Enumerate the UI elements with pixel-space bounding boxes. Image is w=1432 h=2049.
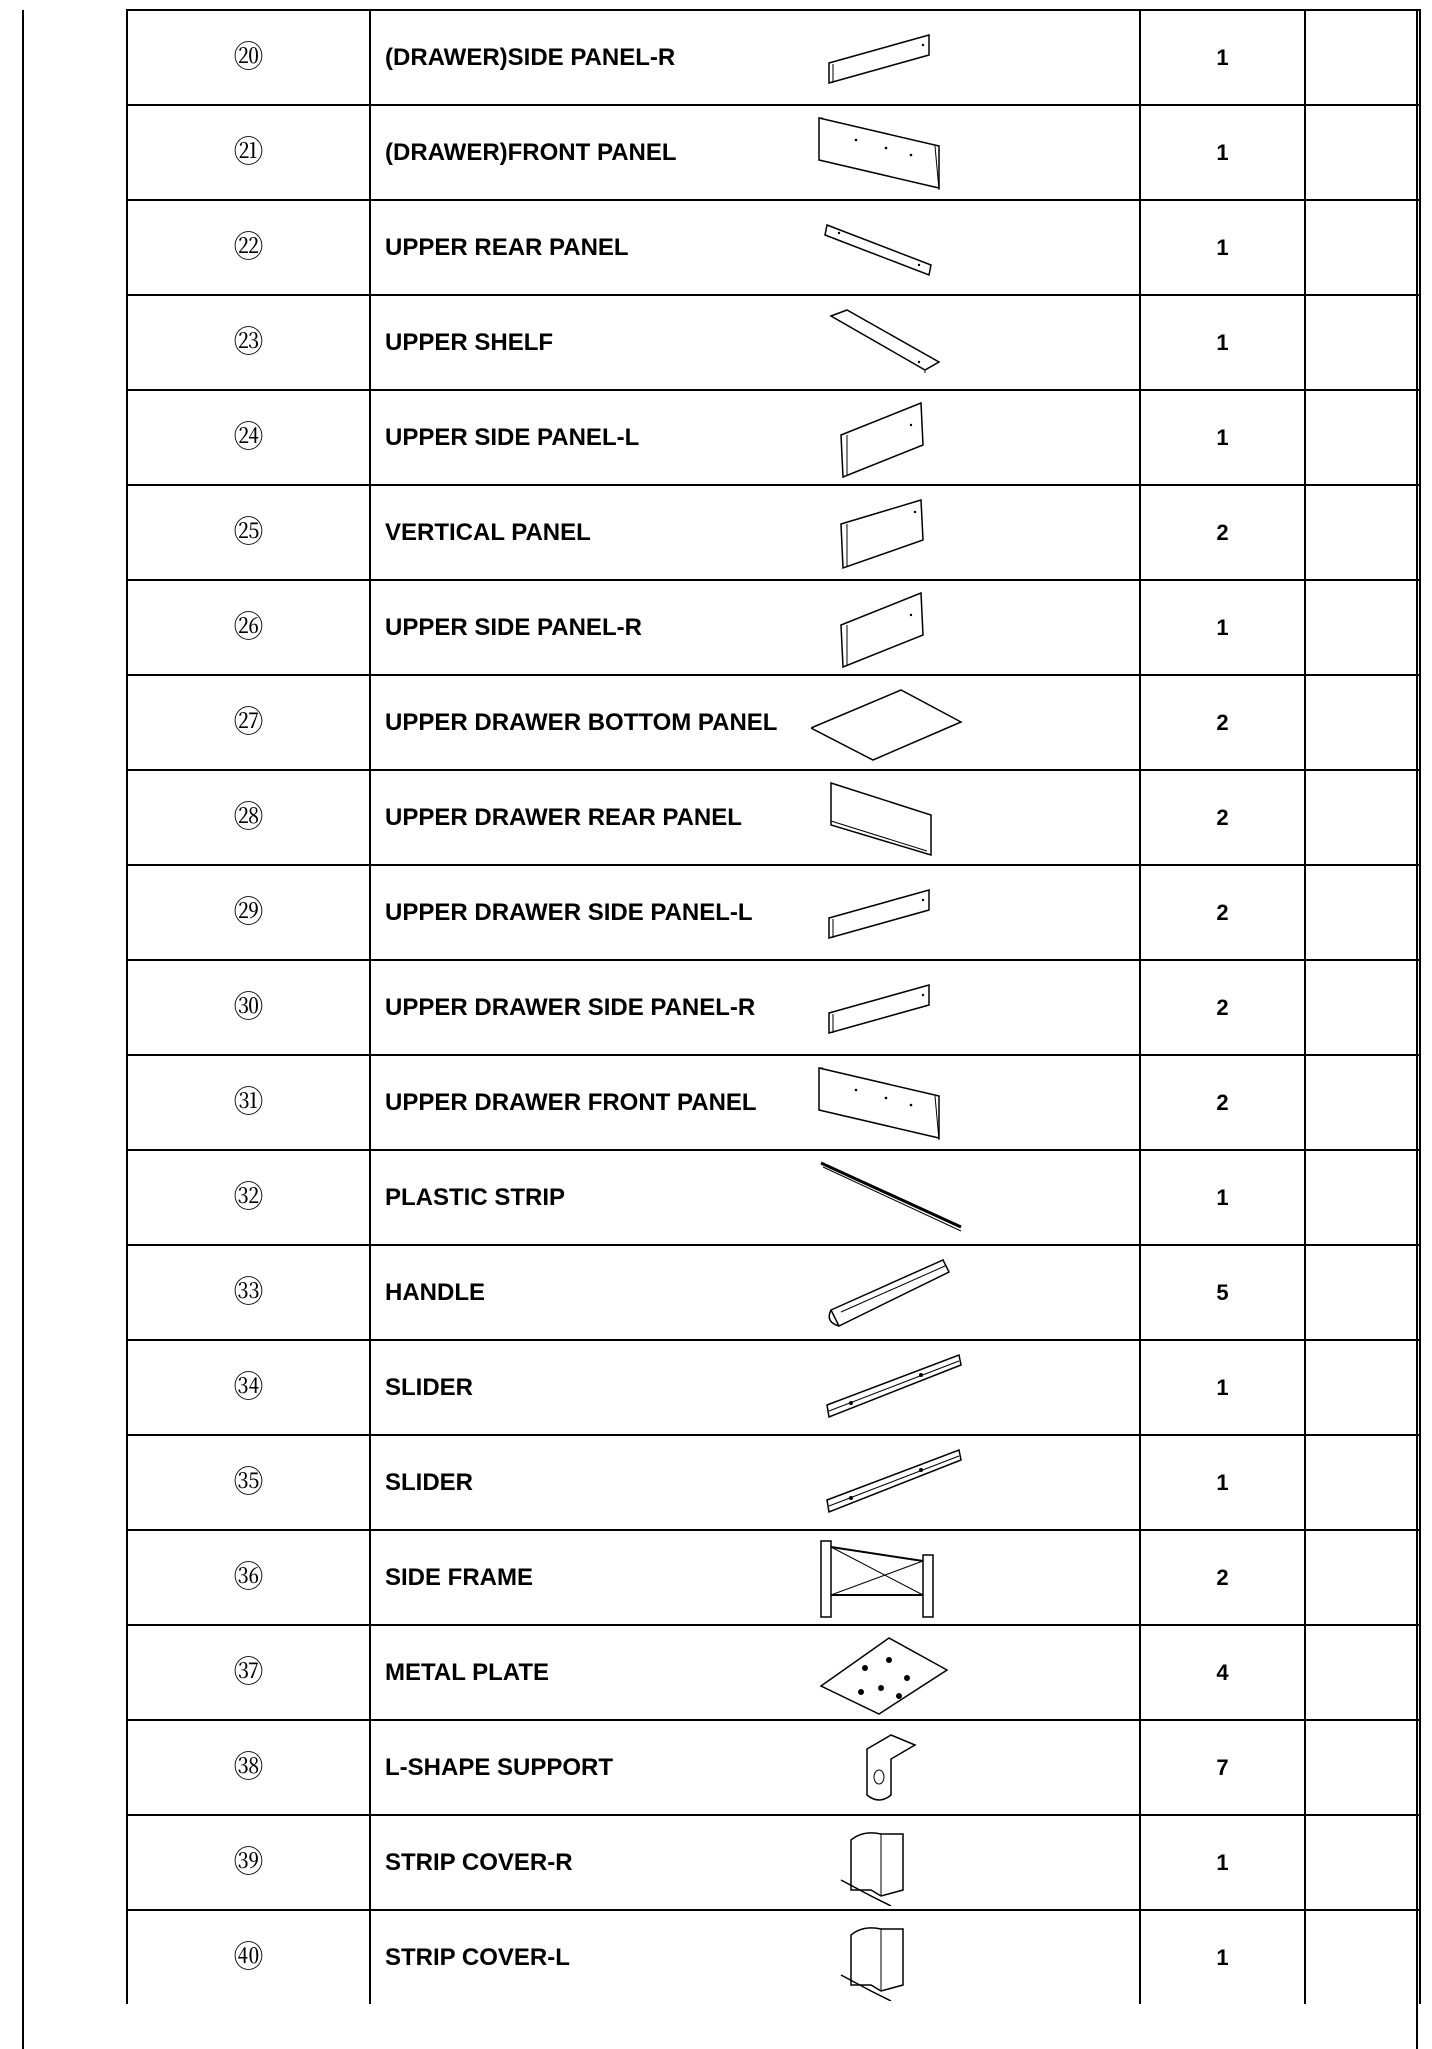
part-name: UPPER SIDE PANEL-R	[385, 613, 642, 641]
part-quantity: 1	[1140, 200, 1305, 295]
part-number-cell	[127, 1815, 370, 1910]
part-quantity: 1	[1140, 10, 1305, 105]
part-number-cell	[127, 1720, 370, 1815]
part-number: ㊴	[233, 1844, 264, 1880]
part-name: SLIDER	[385, 1373, 474, 1401]
part-number: ㉛	[233, 1084, 264, 1120]
part-number-cell	[127, 580, 370, 675]
table-row	[127, 675, 1420, 770]
part-quantity: 1	[1140, 105, 1305, 200]
part-quantity: 1	[1140, 1815, 1305, 1910]
part-number: ㉖	[233, 609, 264, 645]
empty-cell	[1305, 200, 1420, 295]
part-number-cell	[127, 1435, 370, 1530]
part-name: SLIDER	[385, 1468, 474, 1496]
part-quantity: 2	[1140, 960, 1305, 1055]
part-quantity: 7	[1140, 1720, 1305, 1815]
empty-cell	[1305, 1340, 1420, 1435]
empty-cell	[1305, 10, 1420, 105]
part-name: UPPER SHELF	[385, 328, 554, 356]
shelf-icon	[811, 300, 971, 386]
part-number-cell	[127, 10, 370, 105]
part-number: ㊳	[233, 1749, 264, 1785]
part-number-cell	[127, 865, 370, 960]
part-number: ㉓	[233, 324, 264, 360]
part-quantity: 1	[1140, 1150, 1305, 1245]
part-name: L-SHAPE SUPPORT	[385, 1753, 614, 1781]
parts-table	[126, 9, 1421, 2004]
part-quantity: 2	[1140, 675, 1305, 770]
part-number-cell	[127, 1910, 370, 2004]
table-row	[127, 295, 1420, 390]
part-number: ㉑	[233, 134, 264, 170]
part-name-cell	[370, 390, 1140, 485]
part-number-cell	[127, 1150, 370, 1245]
part-name: STRIP COVER-R	[385, 1848, 573, 1876]
part-number-cell	[127, 200, 370, 295]
part-name-cell	[370, 1625, 1140, 1720]
part-number: ㉙	[233, 894, 264, 930]
part-name: (DRAWER)FRONT PANEL	[385, 138, 677, 166]
part-number-cell	[127, 1625, 370, 1720]
part-name-cell	[370, 295, 1140, 390]
part-name: UPPER DRAWER BOTTOM PANEL	[385, 708, 778, 736]
part-number-cell	[127, 1340, 370, 1435]
part-name-cell	[370, 1340, 1140, 1435]
table-row	[127, 1340, 1420, 1435]
part-number: ㉝	[233, 1274, 264, 1310]
empty-cell	[1305, 390, 1420, 485]
empty-cell	[1305, 1625, 1420, 1720]
part-number-cell	[127, 1055, 370, 1150]
part-quantity: 2	[1140, 1530, 1305, 1625]
part-number-cell	[127, 295, 370, 390]
empty-cell	[1305, 865, 1420, 960]
drawer-rear-panel-icon	[811, 775, 971, 861]
table-row	[127, 1530, 1420, 1625]
part-number: ㊵	[233, 1939, 264, 1975]
part-quantity: 2	[1140, 865, 1305, 960]
empty-cell	[1305, 960, 1420, 1055]
part-name: HANDLE	[385, 1278, 485, 1306]
part-quantity: 2	[1140, 770, 1305, 865]
table-row	[127, 770, 1420, 865]
part-number: ㊲	[233, 1654, 264, 1690]
part-name: VERTICAL PANEL	[385, 518, 591, 546]
part-quantity: 1	[1140, 580, 1305, 675]
part-name-cell	[370, 10, 1140, 105]
part-number-cell	[127, 770, 370, 865]
part-number-cell	[127, 960, 370, 1055]
part-number-cell	[127, 485, 370, 580]
empty-cell	[1305, 1720, 1420, 1815]
table-row	[127, 1910, 1420, 2004]
table-row	[127, 105, 1420, 200]
part-name: UPPER DRAWER FRONT PANEL	[385, 1088, 757, 1116]
part-number: ㉚	[233, 989, 264, 1025]
part-name-cell	[370, 1720, 1140, 1815]
table-row	[127, 485, 1420, 580]
part-name: UPPER DRAWER SIDE PANEL-L	[385, 898, 753, 926]
strip-cover-icon	[811, 1820, 971, 1906]
rear-panel-icon	[811, 205, 971, 291]
part-number: ㉗	[233, 704, 264, 740]
part-name: STRIP COVER-L	[385, 1943, 570, 1971]
part-name-cell	[370, 1245, 1140, 1340]
table-row	[127, 200, 1420, 295]
vertical-panel-icon	[811, 490, 971, 576]
part-number: ㉟	[233, 1464, 264, 1500]
part-name-cell	[370, 675, 1140, 770]
part-name-cell	[370, 865, 1140, 960]
part-name: PLASTIC STRIP	[385, 1183, 566, 1211]
part-name: SIDE FRAME	[385, 1563, 534, 1591]
part-name: (DRAWER)SIDE PANEL-R	[385, 43, 676, 71]
part-number: ㉜	[233, 1179, 264, 1215]
drawer-front-panel-icon	[811, 1060, 971, 1146]
part-quantity: 1	[1140, 1340, 1305, 1435]
empty-cell	[1305, 1530, 1420, 1625]
part-name: UPPER SIDE PANEL-L	[385, 423, 640, 451]
table-row	[127, 1150, 1420, 1245]
empty-cell	[1305, 675, 1420, 770]
drawer-side-panel-icon	[811, 965, 971, 1051]
bottom-panel-icon	[811, 680, 971, 766]
table-row	[127, 1245, 1420, 1340]
part-name-cell	[370, 1815, 1140, 1910]
empty-cell	[1305, 1055, 1420, 1150]
table-row	[127, 1815, 1420, 1910]
part-name-cell	[370, 770, 1140, 865]
part-name-cell	[370, 580, 1140, 675]
part-name-cell	[370, 1055, 1140, 1150]
table-row	[127, 1055, 1420, 1150]
part-quantity: 5	[1140, 1245, 1305, 1340]
part-quantity: 1	[1140, 1910, 1305, 2004]
part-number-cell	[127, 105, 370, 200]
part-name-cell	[370, 1530, 1140, 1625]
part-quantity: 2	[1140, 1055, 1305, 1150]
part-name-cell	[370, 1910, 1140, 2004]
drawer-front-panel-icon	[811, 110, 971, 196]
part-name: UPPER DRAWER SIDE PANEL-R	[385, 993, 756, 1021]
page-border-left	[22, 10, 24, 2049]
table-row	[127, 580, 1420, 675]
part-number-cell	[127, 1245, 370, 1340]
part-number: ㊱	[233, 1559, 264, 1595]
slider-icon	[811, 1440, 971, 1526]
part-name-cell	[370, 1435, 1140, 1530]
part-number-cell	[127, 390, 370, 485]
part-quantity: 1	[1140, 390, 1305, 485]
part-quantity: 2	[1140, 485, 1305, 580]
handle-icon	[811, 1250, 971, 1336]
table-row	[127, 1435, 1420, 1530]
part-number: ㉘	[233, 799, 264, 835]
table-row	[127, 1625, 1420, 1720]
part-quantity: 1	[1140, 295, 1305, 390]
strip-icon	[811, 1155, 971, 1241]
table-row	[127, 960, 1420, 1055]
drawer-side-panel-icon	[811, 15, 971, 101]
empty-cell	[1305, 580, 1420, 675]
part-number: ⑳	[233, 39, 264, 75]
l-support-icon	[811, 1725, 971, 1811]
part-quantity: 4	[1140, 1625, 1305, 1720]
drawer-side-panel-icon	[811, 870, 971, 956]
table-row	[127, 390, 1420, 485]
slider-icon	[811, 1345, 971, 1431]
part-quantity: 1	[1140, 1435, 1305, 1530]
part-number-cell	[127, 1530, 370, 1625]
strip-cover-icon	[811, 1915, 971, 2001]
table-row	[127, 10, 1420, 105]
part-number: ㉒	[233, 229, 264, 265]
empty-cell	[1305, 1150, 1420, 1245]
part-name: UPPER REAR PANEL	[385, 233, 629, 261]
empty-cell	[1305, 1245, 1420, 1340]
part-name-cell	[370, 1150, 1140, 1245]
part-name-cell	[370, 485, 1140, 580]
part-name-cell	[370, 960, 1140, 1055]
side-panel-icon	[811, 585, 971, 671]
side-panel-icon	[811, 395, 971, 481]
empty-cell	[1305, 105, 1420, 200]
empty-cell	[1305, 770, 1420, 865]
part-number: ㉔	[233, 419, 264, 455]
part-name: UPPER DRAWER REAR PANEL	[385, 803, 742, 831]
part-name-cell	[370, 105, 1140, 200]
empty-cell	[1305, 1815, 1420, 1910]
table-row	[127, 865, 1420, 960]
part-number: ㉞	[233, 1369, 264, 1405]
empty-cell	[1305, 295, 1420, 390]
metal-plate-icon	[811, 1630, 971, 1716]
part-number-cell	[127, 675, 370, 770]
part-name-cell	[370, 200, 1140, 295]
part-number: ㉕	[233, 514, 264, 550]
empty-cell	[1305, 485, 1420, 580]
side-frame-icon	[811, 1535, 971, 1621]
empty-cell	[1305, 1910, 1420, 2004]
part-name: METAL PLATE	[385, 1658, 549, 1686]
table-row	[127, 1720, 1420, 1815]
empty-cell	[1305, 1435, 1420, 1530]
